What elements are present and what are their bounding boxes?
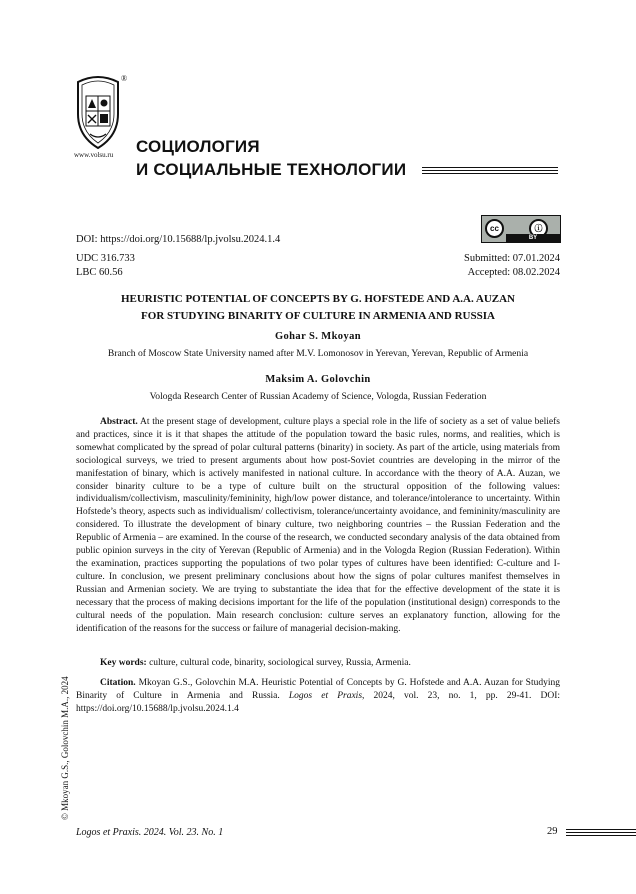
accepted-date: Accepted: 08.02.2024 <box>467 267 560 278</box>
author-name-2: Maksim A. Golovchin <box>265 374 371 385</box>
author-name-1: Gohar S. Mkoyan <box>274 331 362 342</box>
citation-label: Citation. <box>100 678 136 688</box>
affiliation-2: Vologda Research Center of Russian Academy of Science, Vologda, Russian Federation <box>149 391 487 402</box>
registered-mark: ® <box>121 74 128 83</box>
keywords-text: culture, cultural code, binarity, sociological survey, Russia, Armenia. <box>149 658 411 668</box>
citation <box>76 677 560 716</box>
university-logo-icon <box>72 74 124 152</box>
abstract <box>76 416 560 635</box>
article-title-line2: FOR STUDYING BINARITY OF CULTURE IN ARMENIA AND RUSSIA <box>141 310 495 322</box>
citation-text-2: , 2024, vol. 23, no. 1, pp. 29-41. DOI: https://doi.org/10.15688/lp.jvolsu.2024.1.4 <box>76 690 561 714</box>
cc-by-license-badge[interactable] <box>481 215 561 243</box>
keywords <box>76 658 560 668</box>
page-number: 29 <box>547 826 558 837</box>
article-title <box>76 291 560 325</box>
journal-title-line2: И СОЦИАЛЬНЫЕ ТЕХНОЛОГИИ <box>136 160 407 179</box>
citation-text-1: Mkoyan G.S., Golovchin M.A. Heuristic Potential of Concepts by G. Hofstede and A.A. Auzan for Studying Binarity of Culture in Armenia and Russia. <box>76 678 560 701</box>
citation-journal: Logos et Praxis <box>288 690 363 701</box>
copyright-sidebar: © Mkoyan G.S., Golovchin M.A., 2024 <box>60 676 70 820</box>
by-label: BY <box>506 234 560 242</box>
website-url[interactable]: www.volsu.ru <box>74 151 114 159</box>
article-title-line1: HEURISTIC POTENTIAL OF CONCEPTS BY G. HOFSTEDE AND A.A. AUZAN <box>120 293 516 305</box>
lbc-code: LBC 60.56 <box>76 267 123 278</box>
abstract-text: At the present stage of development, culture plays a special role in the life of society as a set of value beliefs and practices, since it is it that shapes the attitude of the population toward the basic rules, norms, and realities, which is somewhat complicated by the spread of polar cultural patterns (binarity) in society. As part of the article, using materials from sociological surveys, we tried to present arguments about how post-Soviet countries are developing in the mirror of the manifestation of binary, which is actively manifested in national culture. In accordance with the theory of A.A. Auzan, we consider binarity culture to be a type of culture built on the structural opposition of the following values: individualism/collectivism, masculinity/femininity, high/low power distance, and tolerance/intolerance to uncertainty. Within Hofstede’s theory, aspects such as individualism/ collectivism, tolerance/uncertainty avoidance, and femininity/masculinity are considered. To illustrate the development of binary culture, two neighboring countries – the Russian Federation and the Republic of Armenia – are examined. In the course of the research, we conducted secondary analysis of the data obtained from public opinion surveys in the city of Yerevan (Republic of Armenia) and in the Vologda Region (Russian Federation). Within the examination, practices supporting the populations of two polar types of cultures have been identified: C-culture and I-culture. In conclusion, we present preliminary conclusions about how the signs of polar cultures manifest themselves in Russian and Armenian society. We are trying to substantiate the idea that for the effective development of the state it is necessary that the process of making decisions important for the life of the population (institutional design) corresponds to the cultural needs of the population. Main research conclusion: culture serves an explanatory function, allowing for the identification of the reasons for the success or failure of managerial decision-making. <box>76 417 560 634</box>
journal-title <box>136 135 406 181</box>
attribution-person-icon: ⓘ <box>529 219 548 238</box>
journal-title-line1: СОЦИОЛОГИЯ <box>136 137 260 156</box>
submitted-date: Submitted: 07.01.2024 <box>464 253 560 264</box>
udc-code: UDC 316.733 <box>76 253 135 264</box>
doi-link[interactable]: DOI: https://doi.org/10.15688/lp.jvolsu.2024.1.4 <box>76 234 281 245</box>
footer-journal-issue: Logos et Praxis. 2024. Vol. 23. No. 1 <box>76 827 224 838</box>
abstract-label: Abstract. <box>100 417 138 427</box>
affiliation-1: Branch of Moscow State University named after M.V. Lomonosov in Yerevan, Yerevan, Republic of Armenia <box>107 348 529 359</box>
title-decorative-rules <box>422 167 558 174</box>
footer-decorative-rules <box>566 829 636 836</box>
keywords-label: Key words: <box>100 658 147 668</box>
cc-icon: cc <box>485 219 504 238</box>
